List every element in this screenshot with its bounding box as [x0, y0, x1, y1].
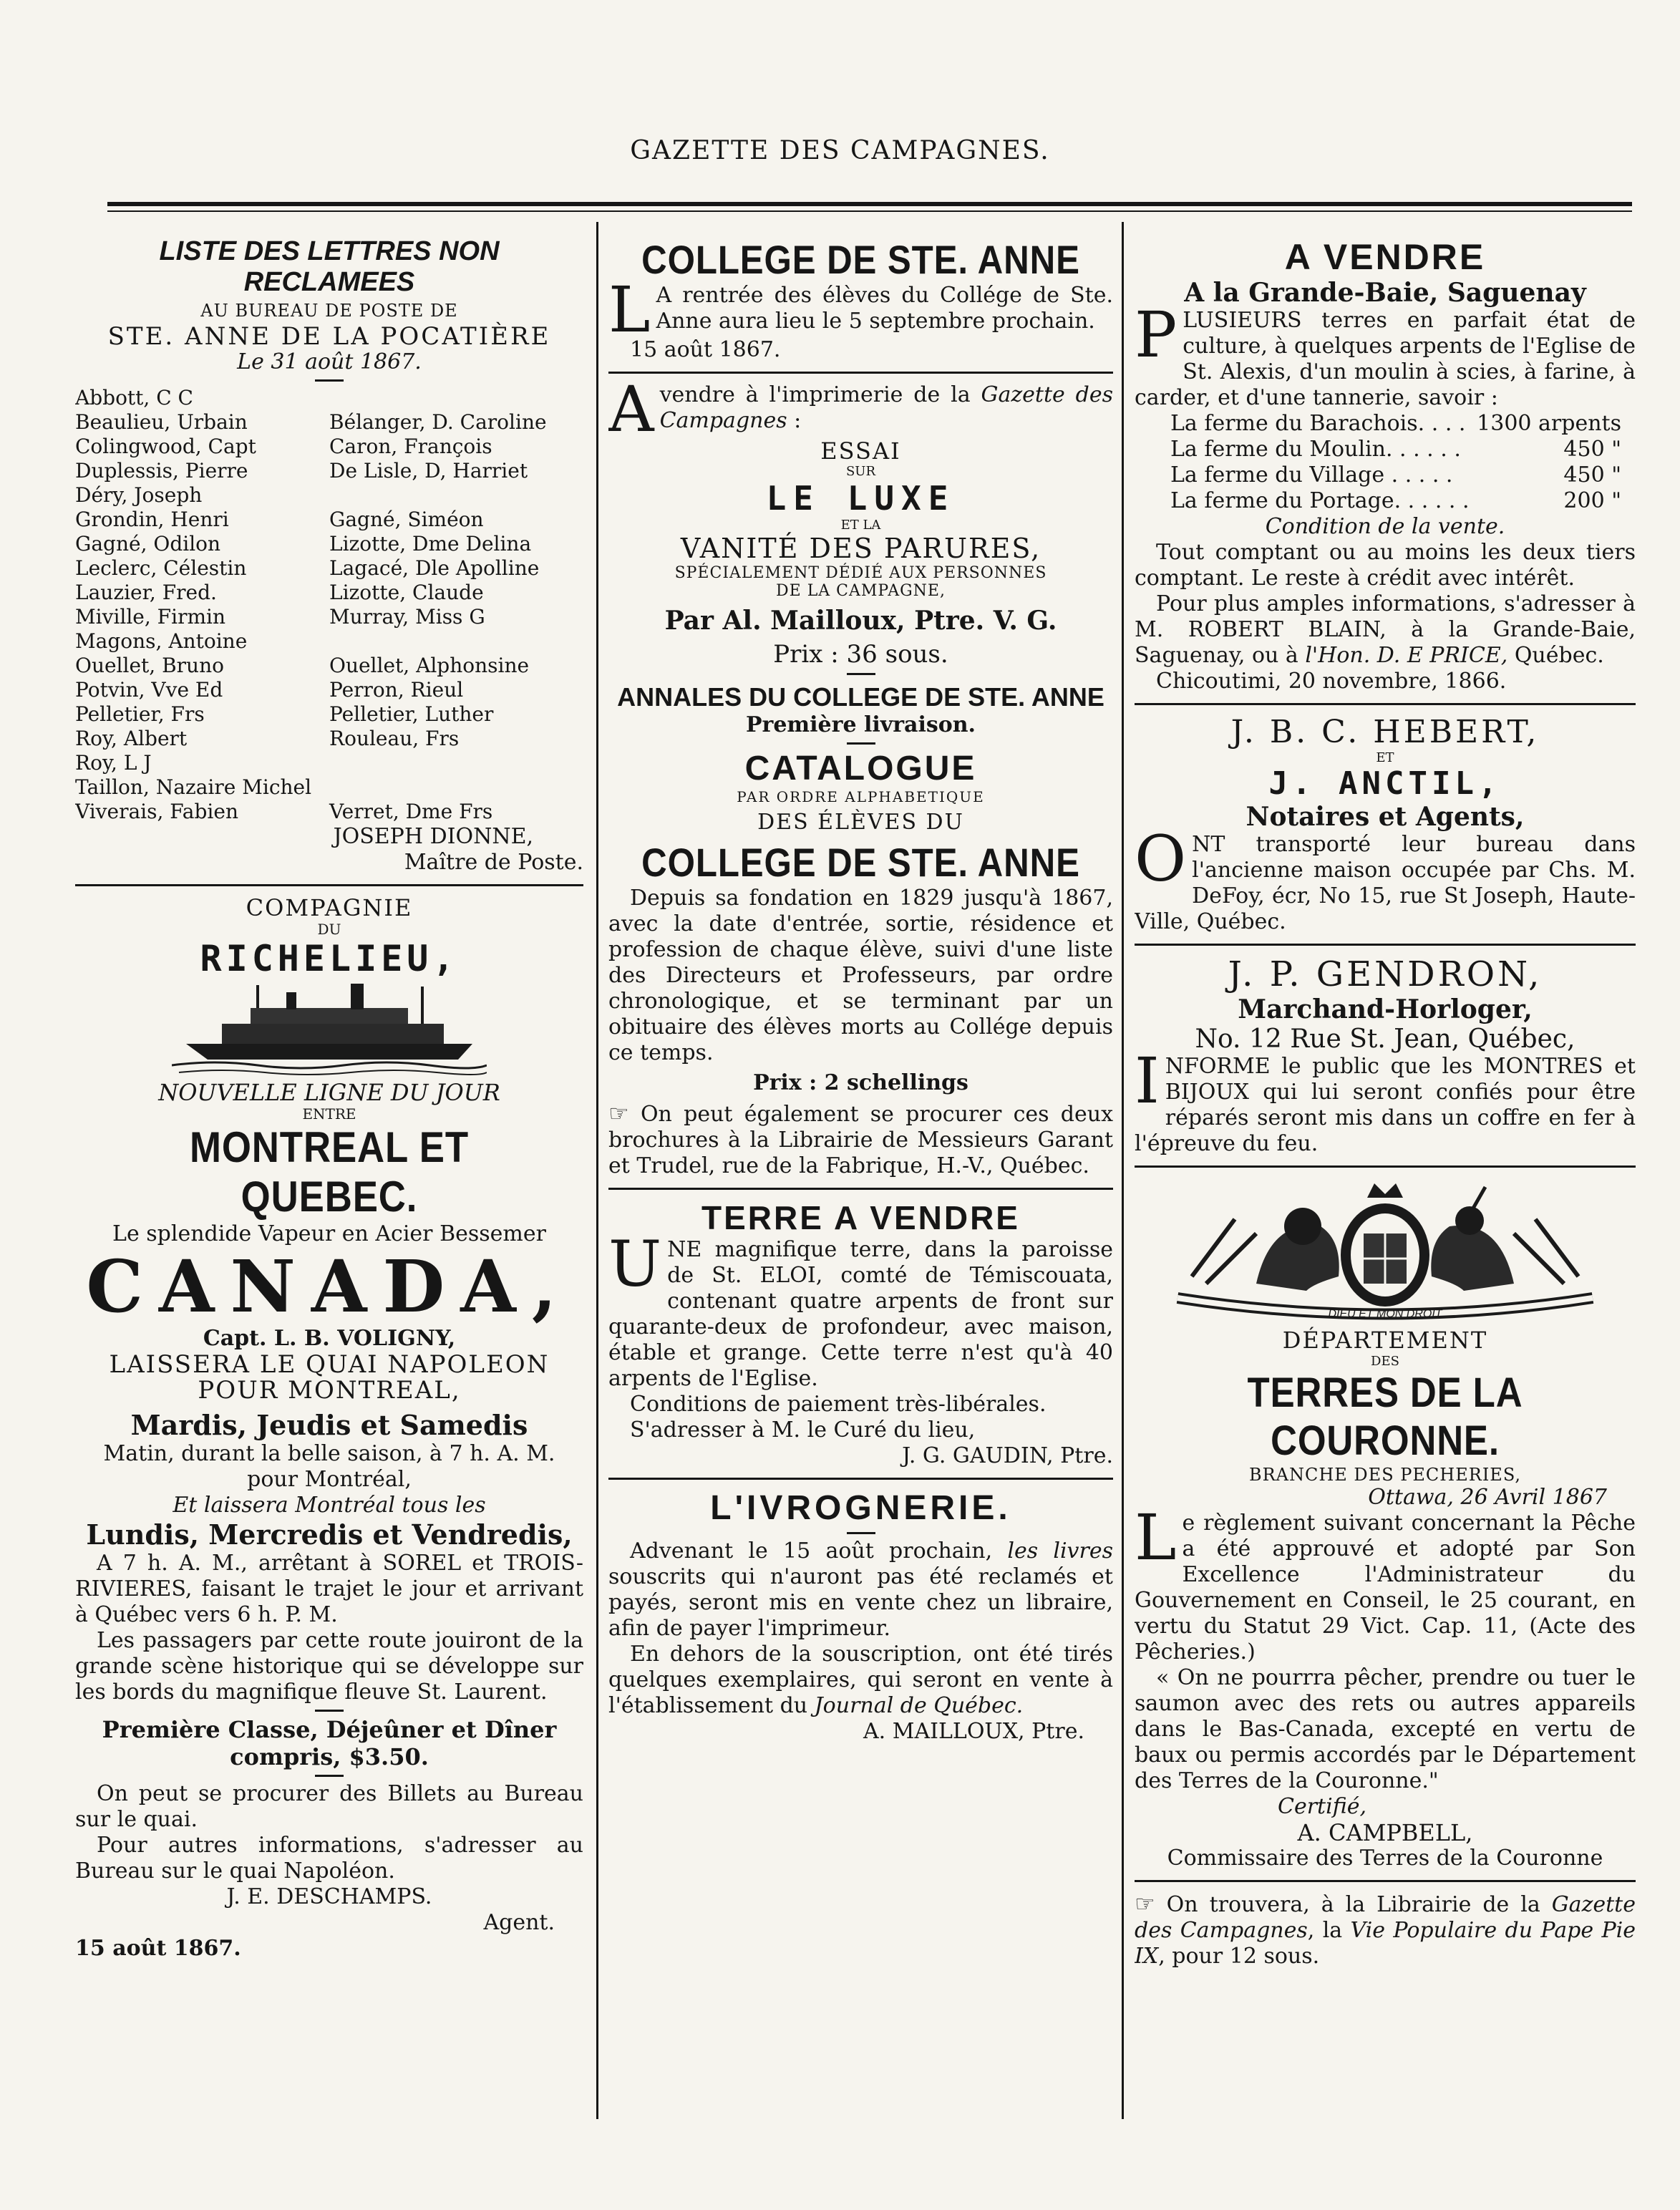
letters-date: Le 31 août 1867.: [237, 349, 422, 374]
gendron-name: J. P. GENDRON,: [1228, 954, 1543, 994]
ivrognerie-p2a: En dehors de la souscription, ont été tirés quelques exemplaires, qui seront en vente à l'établissement du: [608, 1642, 1113, 1718]
letter-name-right: [329, 775, 583, 800]
letter-name-right: Pelletier, Luther: [329, 702, 494, 726]
separator: [75, 884, 583, 886]
vendre-text: LUSIEURS terres en parfait état de culture, à quelques arpents de l'Eglise de St. Alexis, d'un moulin à scies, à farine, à carder, et d'une tannerie, savoir :: [1135, 308, 1636, 410]
letter-name-right: Verret, Dme Frs: [329, 800, 493, 823]
richelieu-date: 15 août 1867.: [75, 1936, 241, 1961]
hebert-name2: J. ANCTIL,: [1268, 765, 1502, 802]
letters-signer-title: Maître de Poste.: [404, 850, 583, 875]
letter-name-left: Colingwood, Capt: [75, 435, 256, 458]
terre-title: TERRE A VENDRE: [701, 1199, 1020, 1236]
letter-name-left: Ouellet, Bruno: [75, 654, 224, 677]
richelieu-p1: A 7 h. A. M., arrêtant à SOREL et TROIS-RIVIERES, faisant le trajet le jour et arrivant à Québec vers 6 h. P. M.: [75, 1551, 583, 1627]
dropcap-letter: I: [1135, 1044, 1160, 1118]
farm-name: La ferme du Portage. . . . . .: [1170, 488, 1470, 513]
separator: [1135, 703, 1636, 705]
dropcap-letter: P: [1135, 298, 1178, 372]
letter-name-right: Bélanger, D. Caroline: [329, 410, 547, 434]
letters-notice: [75, 236, 583, 876]
letter-name-right: Perron, Rieul: [329, 678, 464, 702]
college-date: 15 août 1867.: [630, 337, 781, 362]
couronne-branch: BRANCHE DES PECHERIES,: [1248, 1465, 1522, 1485]
richelieu-route: MONTREAL ET QUEBEC.: [189, 1123, 470, 1221]
libr-c: , la: [1307, 1918, 1351, 1943]
column-1: [75, 236, 583, 1962]
dash: [847, 673, 875, 675]
essai-luxe: LE LUXE: [766, 479, 956, 518]
hebert-text: NT transporté leur bureau dans l'ancienne maison occupée par Chs. M. DeFoy, écr, No 15, rue St Joseph, Haute-Ville, Québec.: [1135, 832, 1636, 934]
dash: [315, 379, 344, 382]
richelieu-signer-title: Agent.: [483, 1910, 555, 1935]
essai-etla: ET LA: [840, 518, 881, 533]
names-left: [75, 386, 329, 824]
essai-ded1: SPÉCIALEMENT DÉDIÉ AUX PERSONNES: [674, 564, 1047, 582]
ivrognerie-title: L'IVROGNERIE.: [710, 1489, 1011, 1527]
couronne-ad: [1135, 1176, 1636, 1871]
vendre-ad: [1135, 236, 1636, 694]
richelieu-captain: Capt. L. B. VOLIGNY,: [203, 1326, 456, 1351]
couronne-date: Ottawa, 26 Avril 1867: [1368, 1485, 1607, 1510]
letter-name-left: Déry, Joseph: [75, 483, 203, 507]
richelieu-du: DU: [317, 921, 341, 938]
separator: [1135, 944, 1636, 946]
vendre-p2b: l'Hon. D. E PRICE,: [1305, 643, 1508, 668]
pointing-hand-icon: ☞: [608, 1100, 629, 1127]
letter-name-left: Magons, Antoine: [75, 629, 248, 653]
richelieu-leave3: Et laissera Montréal tous les: [173, 1493, 486, 1518]
separator: [1135, 1165, 1636, 1168]
couronne-signer: A. CAMPBELL,: [1297, 1819, 1473, 1846]
catalogue-note: On peut également se procurer ces deux brochures à la Librairie de Messieurs Garant et Trudel, rue de la Fabrique, H.-V., Québec.: [608, 1102, 1113, 1178]
couronne-signer-title: Commissaire des Terres de la Couronne: [1167, 1846, 1603, 1871]
separator: [608, 372, 1113, 374]
vendre-place: A la Grande-Baie, Saguenay: [1184, 278, 1586, 308]
catalogue-price: Prix : 2 schellings: [753, 1070, 968, 1095]
vendre-date: Chicoutimi, 20 novembre, 1866.: [1156, 669, 1507, 694]
column-divider-right: [1122, 222, 1124, 2119]
column-2: [608, 236, 1113, 1745]
richelieu-company: COMPAGNIE: [246, 894, 413, 921]
libr-b: Gazette des Campagnes: [1135, 1892, 1636, 1943]
farm-value: 1300 arpents: [1477, 411, 1621, 436]
letter-name-left: Roy, L J: [75, 751, 152, 775]
farm-name: La ferme du Village . . . . .: [1170, 462, 1453, 488]
richelieu-vessel-intro: Le splendide Vapeur en Acier Bessemer: [112, 1221, 546, 1246]
libr-e: , pour 12 sous.: [1158, 1944, 1320, 1969]
ivrognerie-p1a: Advenant le 15 août prochain,: [630, 1538, 1008, 1564]
letter-name-left: Roy, Albert: [75, 727, 188, 750]
essai-text-c: :: [787, 408, 802, 433]
hebert-et: ET: [1376, 750, 1394, 765]
letter-name-left: Gagné, Odilon: [75, 532, 221, 556]
catalogue-ad: [608, 749, 1113, 1179]
letter-name-left: Leclerc, Célestin: [75, 556, 247, 580]
letter-name-right: [329, 483, 583, 508]
letters-title: LISTE DES LETTRES NON RECLAMEES: [159, 236, 500, 297]
richelieu-leave2: POUR MONTREAL,: [198, 1376, 461, 1405]
letter-name-right: Ouellet, Alphonsine: [329, 654, 530, 677]
couronne-text: e règlement suivant concernant la Pêche a été approuvé et adopté par Son Excellence l'Administrateur du Gouvernement en Conseil, le 25 courant, en vertu du Statut 29 Vict. Cap. 11, (Acte des Pêcheries.): [1135, 1511, 1636, 1664]
names-right: [329, 386, 583, 824]
dropcap-letter: O: [1135, 822, 1187, 896]
richelieu-p4: Pour autres informations, s'adresser au Bureau sur le quai Napoléon.: [75, 1833, 583, 1884]
librairie-note: [1135, 1891, 1636, 1969]
dropcap-letter: L: [1135, 1501, 1177, 1574]
catalogue-text: Depuis sa fondation en 1829 jusqu'à 1867, avec la date d'entrée, sortie, résidence et profession de chaque élève, suivi d'une liste des Directeurs et Professeurs, par ordre chronologique, et se terminant par un obituaire des élèves morts au Collége depuis ce temps.: [608, 886, 1113, 1065]
letter-name-left: Potvin, Vve Ed: [75, 678, 223, 702]
letter-name-right: Lizotte, Claude: [329, 581, 484, 604]
page-header-title: GAZETTE DES CAMPAGNES.: [630, 136, 1050, 165]
vendre-title: A VENDRE: [1284, 237, 1486, 277]
letter-name-right: Caron, François: [329, 435, 492, 458]
annales-title: ANNALES DU COLLEGE DE STE. ANNE: [617, 682, 1104, 712]
letter-name-right: Lagacé, Dle Apolline: [329, 556, 540, 580]
gendron-addr: No. 12 Rue St. Jean, Québec,: [1195, 1024, 1575, 1054]
separator: [1135, 1880, 1636, 1882]
richelieu-ad: [75, 895, 583, 1962]
essai-text-b: Gazette des Campagnes: [659, 382, 1113, 433]
richelieu-name: RICHELIEU,: [200, 938, 459, 979]
couronne-des: DES: [1371, 1354, 1399, 1369]
richelieu-days2: Lundis, Mercredis et Vendredis,: [86, 1518, 573, 1551]
dropcap-letter: U: [608, 1227, 662, 1301]
richelieu-line: NOUVELLE LIGNE DU JOUR: [158, 1079, 500, 1106]
hebert-ad: [1135, 714, 1636, 935]
farm-name: La ferme du Barachois. . . .: [1170, 411, 1466, 436]
farm-value: 450 ": [1563, 462, 1621, 488]
dash: [847, 1532, 875, 1534]
steamboat-illustration: [75, 979, 583, 1080]
letter-name-right: [329, 629, 583, 654]
college-title: COLLEGE DE STE. ANNE: [641, 237, 1080, 282]
college-notice: [608, 236, 1113, 363]
letters-place: STE. ANNE DE LA POCATIÈRE: [107, 322, 551, 351]
annales-sub: Première livraison.: [745, 712, 976, 737]
richelieu-fare: Première Classe, Déjeûner et Dîner compris, $3.50.: [102, 1716, 557, 1770]
terre-addr: S'adresser à M. le Curé du lieu,: [630, 1417, 976, 1443]
vendre-p2c: Québec.: [1507, 643, 1604, 668]
farm-name: La ferme du Moulin. . . . . .: [1170, 437, 1461, 462]
letter-name-left: Beaulieu, Urbain: [75, 410, 248, 434]
letter-name-right: De Lisle, D, Harriet: [329, 459, 528, 483]
letter-name-left: Lauzier, Fred.: [75, 581, 217, 604]
essai-text-a: vendre à l'imprimerie de la: [659, 382, 981, 407]
terre-cond: Conditions de paiement très-libérales.: [630, 1392, 1047, 1417]
ivrognerie-ad: [608, 1488, 1113, 1745]
royal-coat-of-arms-image: [1135, 1176, 1636, 1327]
dash: [315, 1710, 344, 1712]
letter-name-left: Miville, Firmin: [75, 605, 225, 629]
hebert-name: J. B. C. HEBERT,: [1230, 714, 1540, 750]
letters-names: [75, 386, 583, 824]
pointing-hand-icon: ☞: [1135, 1890, 1155, 1917]
college-text: A rentrée des élèves du Collége de Ste. Anne aura lieu le 5 septembre prochain.: [656, 283, 1113, 334]
catalogue-college: COLLEGE DE STE. ANNE: [641, 840, 1080, 885]
ivrognerie-p1c: souscrits qui n'auront pas été reclamés et payés, seront mis en vente chez un libraire, afin de payer l'imprimeur.: [608, 1564, 1113, 1641]
richelieu-vessel: CANADA,: [86, 1244, 573, 1329]
vendre-p2a: Pour plus amples informations, s'adresser à M. ROBERT BLAIN, à la Grande-Baie, Saguenay, ou à: [1135, 591, 1636, 668]
couronne-dept: DÉPARTEMENT: [1282, 1327, 1488, 1354]
catalogue-line2: DES ÉLÈVES DU: [757, 810, 964, 835]
letter-name-right: [329, 751, 583, 775]
farm-row: [1170, 462, 1621, 488]
libr-d: Vie Populaire du Pape Pie IX: [1135, 1918, 1636, 1969]
libr-a: On trouvera, à la Librairie de la: [1166, 1892, 1552, 1917]
couronne-quote: « On ne pourrra pêcher, prendre ou tuer le saumon avec des rets ou autres appareils dans le Bas-Canada, excepté en vertu de baux ou permis accordés par le Département des Terres de la Couronne.": [1135, 1665, 1636, 1793]
couronne-cert: Certifié,: [1278, 1794, 1366, 1819]
ivrognerie-signer: A. MAILLOUX, Ptre.: [863, 1719, 1084, 1744]
gendron-text: NFORME le public que les MONTRES et BIJOUX qui lui seront confiés pour être réparés seront mis dans un coffre en fer à l'épreuve du feu.: [1135, 1054, 1636, 1156]
farm-row: [1170, 488, 1621, 514]
couronne-title: TERRES DE LA COURONNE.: [1247, 1370, 1523, 1464]
essai-author: Par Al. Mailloux, Ptre. V. G.: [664, 606, 1057, 636]
farm-value: 450 ": [1563, 437, 1621, 462]
catalogue-line1: PAR ORDRE ALPHABETIQUE: [737, 788, 985, 805]
richelieu-signer: J. E. DESCHAMPS.: [226, 1884, 432, 1909]
terre-text: NE magnifique terre, dans la paroisse de St. ELOI, comté de Témiscouata, contenant quatre arpents de front sur quarante-deux de profondeur, avec maison, étable et grange. Cette terre n'est qu'à 40 arpents de l'Eglise.: [608, 1237, 1113, 1391]
ivrognerie-p1b: les livres: [1007, 1538, 1113, 1564]
separator: [608, 1478, 1113, 1480]
letters-signer: JOSEPH DIONNE,: [333, 824, 533, 849]
richelieu-p3: On peut se procurer des Billets au Bureau sur le quai.: [75, 1781, 583, 1832]
farm-row: [1170, 437, 1621, 462]
farm-list: [1135, 411, 1636, 514]
richelieu-time1a: Matin, durant la belle saison, à 7 h. A. M.: [103, 1441, 555, 1466]
essai-price: Prix : 36 sous.: [773, 640, 948, 669]
essai-ded2: DE LA CAMPAGNE,: [776, 582, 946, 600]
letter-name-left: Viverais, Fabien: [75, 800, 238, 823]
vendre-cond: Condition de la vente.: [1265, 514, 1505, 539]
column-divider-left: [596, 222, 598, 2119]
terre-ad: [608, 1198, 1113, 1469]
letter-name-left: Abbott, C C: [75, 386, 193, 409]
letter-name-right: Murray, Miss G: [329, 605, 485, 629]
separator: [608, 1188, 1113, 1190]
header-rule-thin: [107, 210, 1632, 212]
letter-name-left: Taillon, Nazaire Michel: [75, 775, 312, 799]
dropcap-letter: L: [608, 273, 651, 346]
essai-sur: SUR: [845, 464, 876, 479]
letter-name-right: [329, 386, 583, 410]
essai-vanite: VANITÉ DES PARURES,: [680, 533, 1041, 564]
catalogue-title: CATALOGUE: [744, 750, 977, 787]
dash: [315, 1775, 344, 1777]
terre-signer: J. G. GAUDIN, Ptre.: [902, 1443, 1113, 1468]
dash: [847, 742, 875, 745]
gendron-ad: [1135, 954, 1636, 1157]
annales-ad: [608, 682, 1113, 738]
arms-motto: DIEU ET MON DROIT: [1328, 1308, 1442, 1320]
letters-subtitle: AU BUREAU DE POSTE DE: [200, 301, 458, 321]
richelieu-time1b: pour Montréal,: [247, 1467, 412, 1492]
column-3: [1135, 236, 1636, 1969]
letter-name-right: Gagné, Siméon: [329, 508, 484, 531]
richelieu-p2: Les passagers par cette route jouiront de la grande scène historique qui se développe sur les bords du magnifique fleuve St. Laurent.: [75, 1628, 583, 1705]
letter-name-right: Rouleau, Frs: [329, 727, 460, 750]
letter-name-right: Lizotte, Dme Delina: [329, 532, 532, 556]
letter-name-left: Grondin, Henri: [75, 508, 229, 531]
vendre-p1: Tout comptant ou au moins les deux tiers comptant. Le reste à crédit avec intérêt.: [1135, 540, 1636, 591]
farm-value: 200 ": [1563, 488, 1621, 513]
essai-title: ESSAI: [820, 437, 901, 465]
hebert-title: Notaires et Agents,: [1246, 802, 1525, 832]
richelieu-leave1: LAISSERA LE QUAI NAPOLEON: [109, 1350, 550, 1379]
farm-row: [1170, 411, 1621, 437]
letter-name-left: Pelletier, Frs: [75, 702, 205, 726]
dropcap-letter: A: [608, 372, 654, 446]
richelieu-days1: Mardis, Jeudis et Samedis: [130, 1409, 528, 1441]
letter-name-left: Duplessis, Pierre: [75, 459, 248, 483]
essai-ad: [608, 372, 1113, 669]
gendron-title: Marchand-Horloger,: [1238, 994, 1533, 1024]
richelieu-entre: ENTRE: [302, 1105, 356, 1123]
header-rule-thick: [107, 202, 1632, 206]
ivrognerie-p2b: Journal de Québec.: [814, 1693, 1024, 1718]
